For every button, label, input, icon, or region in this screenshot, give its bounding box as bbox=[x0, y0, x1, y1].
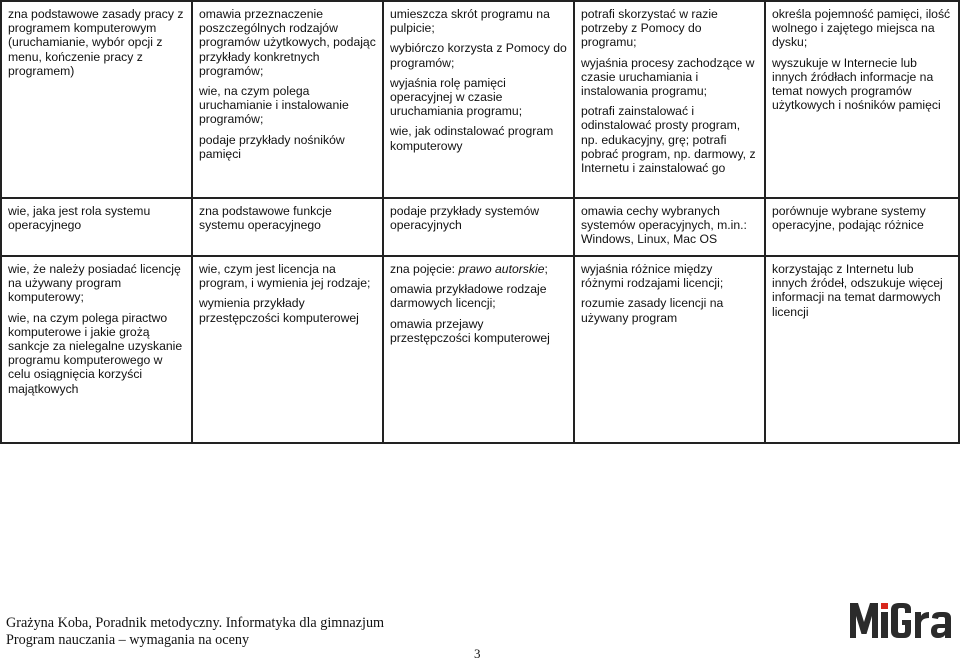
cell-paragraph: omawia przejawy przestępczości komputerowej bbox=[390, 316, 550, 345]
page-number: 3 bbox=[474, 646, 481, 661]
table-row bbox=[1, 1, 959, 198]
table-cell bbox=[1, 1, 192, 198]
cell-paragraph: wybiórczo korzysta z Pomocy do programów; bbox=[390, 41, 567, 70]
table-cell bbox=[383, 1, 574, 198]
cell-paragraph: wyjaśnia różnice między różnymi rodzajami licencji; bbox=[581, 262, 724, 291]
table-cell bbox=[192, 256, 383, 443]
cell-paragraph: potrafi zainstalować i odinstalować prosty program, np. edukacyjny, grę; potrafi pobrać program, np. darmowy, z Internetu i zainstalować go bbox=[581, 104, 756, 176]
table-cell bbox=[765, 256, 959, 443]
cell-paragraph: omawia przykładowe rodzaje darmowych licencji; bbox=[390, 282, 547, 311]
term-emphasis: prawo autorskie bbox=[458, 262, 545, 276]
cell-paragraph: zna podstawowe funkcje systemu operacyjnego bbox=[199, 204, 332, 233]
cell-paragraph: omawia cechy wybranych systemów operacyjnych, m.in.: Windows, Linux, Mac OS bbox=[581, 204, 747, 247]
table-cell bbox=[383, 198, 574, 256]
footer-subtitle: Program nauczania – wymagania na oceny bbox=[6, 632, 250, 648]
table-cell bbox=[765, 198, 959, 256]
cell-paragraph: wie, czym jest licencja na program, i wymienia jej rodzaje; bbox=[199, 262, 371, 291]
table-cell bbox=[574, 1, 765, 198]
cell-paragraph: wie, na czym polega uruchamianie i instalowanie programów; bbox=[199, 84, 349, 127]
table-cell bbox=[192, 1, 383, 198]
cell-paragraph: porównuje wybrane systemy operacyjne, podając różnice bbox=[772, 204, 926, 233]
cell-paragraph: wyjaśnia procesy zachodzące w czasie uruchamiania i instalowania programu; bbox=[581, 55, 755, 99]
cell-paragraph: podaje przykłady nośników pamięci bbox=[199, 132, 345, 161]
table-cell bbox=[1, 256, 192, 443]
cell-paragraph: wie, jak odinstalować program komputerowy bbox=[390, 124, 554, 153]
cell-paragraph: wie, że należy posiadać licencję na używany program komputerowy; bbox=[8, 262, 181, 305]
table-cell bbox=[383, 256, 574, 443]
table-cell bbox=[574, 256, 765, 443]
footer-author-title: Grażyna Koba, Poradnik metodyczny. Informatyka dla gimnazjum bbox=[6, 615, 385, 631]
migra-logo bbox=[848, 600, 954, 640]
footer-citation bbox=[6, 615, 384, 649]
cell-paragraph: rozumie zasady licencji na używany program bbox=[581, 296, 724, 325]
cell-paragraph: korzystając z Internetu lub innych źródeł, odszukuje więcej informacji na temat darmowych licencji bbox=[772, 262, 943, 319]
cell-paragraph: zna podstawowe zasady pracy z programem komputerowym (uruchamianie, wybór opcji z menu, kończenie pracy z programem) bbox=[8, 7, 184, 78]
cell-paragraph: określa pojemność pamięci, ilość wolnego i zajętego miejsca na dysku; bbox=[772, 7, 951, 50]
table-row bbox=[1, 198, 959, 256]
cell-paragraph: wymienia przykłady przestępczości komputerowej bbox=[199, 296, 359, 325]
table-row bbox=[1, 256, 959, 443]
table-cell bbox=[1, 198, 192, 256]
cell-paragraph: wie, jaka jest rola systemu operacyjnego bbox=[8, 204, 151, 233]
table-cell bbox=[574, 198, 765, 256]
cell-paragraph: umieszcza skrót programu na pulpicie; bbox=[390, 7, 550, 36]
requirements-table-body bbox=[1, 1, 959, 443]
cell-paragraph: zna pojęcie: prawo autorskie; bbox=[390, 262, 548, 276]
cell-paragraph: podaje przykłady systemów operacyjnych bbox=[390, 204, 540, 233]
cell-paragraph: potrafi skorzystać w razie potrzeby z Pomocy do programu; bbox=[581, 7, 718, 50]
cell-paragraph: wyszukuje w Internecie lub innych źródłach informacje na temat nowych programów użytkowych i nośników pamięci bbox=[772, 55, 941, 113]
cell-paragraph: omawia przeznaczenie poszczególnych rodzajów programów użytkowych, podając przykłady konkretnych programów; bbox=[199, 7, 376, 78]
table-cell bbox=[765, 1, 959, 198]
cell-paragraph: wie, na czym polega piractwo komputerowe i jakie grożą sankcje za nielegalne uzyskanie programu komputerowego w celu osiągnięcia korzyści majątkowych bbox=[8, 310, 183, 396]
table-cell bbox=[192, 198, 383, 256]
cell-paragraph: wyjaśnia rolę pamięci operacyjnej w czasie uruchamiania programu; bbox=[390, 75, 523, 119]
